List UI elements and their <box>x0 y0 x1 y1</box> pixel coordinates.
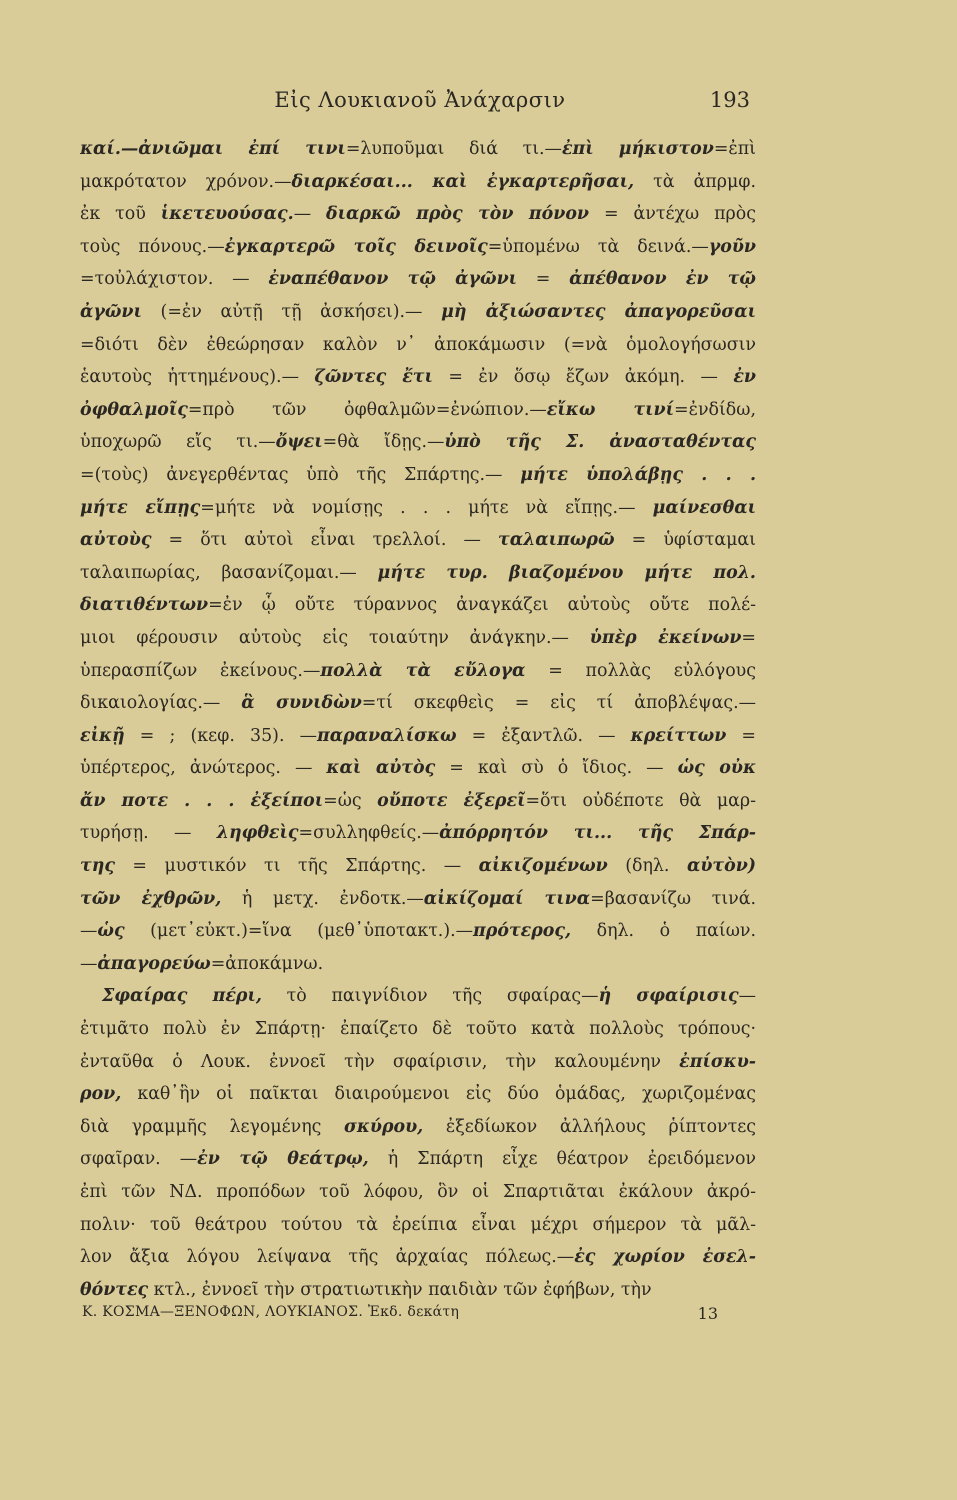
page-number: 193 <box>709 88 750 112</box>
lemma-term: μαίνεσθαι <box>652 497 756 518</box>
gloss-text: ἐκ τοῦ <box>80 204 161 225</box>
gloss-text: = καὶ σὺ ὁ ἴδιος. — <box>435 758 678 779</box>
lemma-term: ὀφθαλμοῖς <box>80 399 188 420</box>
text-line <box>80 1143 756 1176</box>
text-line <box>80 459 756 492</box>
running-title: Εἰς Λουκιανοῦ Ἀνάχαρσιν <box>274 88 566 112</box>
text-line <box>80 589 756 622</box>
lemma-term: ὡς <box>97 921 125 942</box>
lemma-term: θόντες <box>80 1279 149 1300</box>
lemma-term: αἰκιζομένων <box>478 856 608 877</box>
text-line <box>80 198 756 231</box>
lemma-term: πολλὰ τὰ εὔλογα <box>320 660 526 681</box>
gloss-text: κτλ., ἐννοεῖ τὴν στρατιωτικὴν παιδιὰν τῶν ἐφήβων, τὴν <box>148 1279 652 1300</box>
lemma-term: Σφαίρας πέρι, <box>102 986 262 1007</box>
lemma-term: ἀγῶνι <box>80 301 142 322</box>
gloss-text: τὰ ἀπρμφ. <box>634 171 756 192</box>
gloss-text: =τοὐλάχιστον. — <box>80 269 269 290</box>
gloss-text: τυρήσῃ. — <box>80 823 217 844</box>
gloss-text: = <box>741 627 756 648</box>
lemma-term: ἐς χωρίον ἐσελ- <box>574 1247 756 1268</box>
gloss-text: — <box>80 953 98 974</box>
lemma-term: ἀπαγορεύω <box>97 953 211 974</box>
text-line <box>80 426 756 459</box>
text-line <box>80 361 756 394</box>
gloss-text: = ἐξαντλῶ. — <box>456 725 631 746</box>
gloss-text: δηλ. ὁ παίων. <box>571 921 756 942</box>
lemma-term: αἰκίζομαί τινα <box>423 888 591 909</box>
gloss-text: ἐνταῦθα ὁ Λουκ. ἐννοεῖ τὴν σφαίρισιν, τὴν καλουμένην <box>80 1051 680 1072</box>
lemma-term: ἱκετευούσας. <box>160 204 294 225</box>
text-line <box>80 166 756 199</box>
gloss-text: = ἀντέχω πρὸς <box>589 204 756 225</box>
lemma-term: ὡς οὐκ <box>677 758 756 779</box>
lemma-term: διαρκέσαι... καὶ ἐγκαρτερῆσαι, <box>291 171 635 192</box>
gloss-text: τοὺς πόνους.— <box>80 236 225 257</box>
gloss-text: λον ἄξια λόγου λείψανα τῆς ἀρχαίας πόλεως.— <box>80 1247 575 1268</box>
gloss-text: ταλαιπωρίας, βασανίζομαι.— <box>80 562 378 583</box>
text-line <box>80 296 756 329</box>
lemma-term: ἐναπέθανον τῷ ἀγῶνι <box>268 269 518 290</box>
text-line <box>80 329 756 362</box>
gloss-text: — <box>293 204 327 225</box>
lemma-term: ἐν <box>733 367 756 388</box>
gloss-text: ἐπὶ τῶν ΝΔ. προπόδων τοῦ λόφου, ὃν οἱ Σπαρτιᾶται ἐκάλουν ἀκρό- <box>80 1182 756 1202</box>
lemma-term: της <box>80 856 115 877</box>
gloss-text: = ; (κεφ. 35). — <box>124 725 317 746</box>
text-line <box>80 817 756 850</box>
gloss-text: =ἐπὶ <box>713 139 756 159</box>
lemma-term: καί.—ἀνιῶμαι ἐπί τινι <box>80 139 346 159</box>
lemma-term: ἡ σφαίρισις <box>598 986 739 1007</box>
lemma-term: ἐγκαρτερῶ τοῖς δεινοῖς <box>224 236 488 257</box>
gloss-text: =μήτε νὰ νομίσῃς . . . μήτε νὰ εἴπῃς.— <box>200 497 653 518</box>
lemma-term: ἐπίσκυ- <box>679 1051 756 1072</box>
lemma-term: αὐτὸν) <box>686 856 756 877</box>
gloss-text: =ἐνδίδω, <box>674 399 756 420</box>
text-line <box>80 231 756 264</box>
lemma-term: αὐτοὺς <box>80 530 152 551</box>
gloss-text: = ἐν ὅσῳ ἔζων ἀκόμη. — <box>432 367 734 388</box>
lemma-term: παραναλίσκω <box>317 725 457 746</box>
text-line <box>80 752 756 785</box>
gloss-text: ὑποχωρῶ εἴς τι.— <box>80 432 276 453</box>
gloss-text: ὑπερασπίζων ἐκείνους.— <box>80 660 321 681</box>
text-line <box>80 1176 756 1209</box>
text-line <box>80 948 756 981</box>
signature-line: Κ. ΚΟΣΜΑ—ΞΕΝΟΦΩΝ, ΛΟΥΚΙΑΝΟΣ. Ἐκδ. δεκάτη <box>82 1304 460 1320</box>
gloss-text: =τί σκεφθεὶς = εἰς τί ἀποβλέψας.— <box>361 693 756 714</box>
text-line <box>80 785 756 818</box>
lemma-term: διαρκῶ πρὸς τὸν πόνον <box>326 204 589 225</box>
printer-signature <box>82 1304 718 1332</box>
lemma-term: κρείττων <box>630 725 727 746</box>
lemma-term: μήτε ὑπολάβῃς . . . <box>520 464 756 485</box>
gloss-text: = πολλὰς εὐλόγους <box>525 660 756 681</box>
gloss-text: τὸ παιγνίδιον τῆς σφαίρας— <box>261 986 599 1007</box>
lemma-term: εἴκω τινί <box>546 399 675 420</box>
gloss-text: =ὡς <box>323 790 378 811</box>
lemma-term: εἰκῇ <box>80 725 125 746</box>
text-line <box>80 655 756 688</box>
gloss-text: = ὅτι αὐτοὶ εἶναι τρελλοί. — <box>151 530 499 551</box>
gloss-text: (δηλ. <box>607 856 687 877</box>
lemma-term: ὄψει <box>275 432 323 453</box>
gloss-text: =(τοὺς) ἀνεγερθέντας ὑπὸ τῆς Σπάρτης.— <box>80 464 521 485</box>
text-line <box>80 263 756 296</box>
text-line <box>80 1013 756 1046</box>
text-line <box>80 394 756 427</box>
lemma-term: ὑπὲρ ἐκείνων <box>589 627 742 648</box>
text-line <box>80 622 756 655</box>
text-line <box>80 850 756 883</box>
text-line <box>80 524 756 557</box>
lemma-term: ρον, <box>80 1084 122 1105</box>
lemma-term: ἀπέθανον ἐν τῷ <box>569 269 756 290</box>
gloss-text: ἐξεδίωκον ἀλλήλους ῥίπτοντες <box>423 1116 756 1137</box>
gloss-text: καθ᾿ἣν οἱ παῖκται διαιρούμενοι εἰς δύο ὁμάδας, χωριζομένας <box>121 1084 756 1105</box>
lemma-term: ἐπὶ μήκιστον <box>561 139 714 159</box>
text-line <box>80 980 756 1013</box>
signature-number: 13 <box>697 1304 718 1323</box>
gloss-text: σφαῖραν. — <box>80 1149 198 1170</box>
gloss-text: διὰ γραμμῆς λεγομένης <box>80 1116 345 1137</box>
text-line <box>80 1111 756 1144</box>
gloss-text: ὑπέρτερος, ἀνώτερος. — <box>80 758 327 779</box>
text-line <box>80 1274 756 1307</box>
running-head <box>80 88 760 122</box>
gloss-text: =συλληφθείς.— <box>298 823 440 844</box>
text-line <box>80 557 756 590</box>
lemma-term: πρότερος, <box>473 921 572 942</box>
lemma-term: ἃ συνιδὼν <box>241 693 362 714</box>
lemma-term: τῶν ἐχθρῶν, <box>80 888 222 909</box>
text-line <box>80 133 756 166</box>
text-line <box>80 883 756 916</box>
text-line <box>80 1046 756 1079</box>
gloss-text: = <box>726 725 756 746</box>
lemma-term: ζῶντες ἔτι <box>314 367 433 388</box>
gloss-text: =πρὸ τῶν ὀφθαλμῶν=ἐνώπιον.— <box>187 399 547 420</box>
commentary-text <box>80 133 756 1306</box>
lemma-term: ληφθεὶς <box>216 823 299 844</box>
lemma-term: σκύρου, <box>344 1116 424 1137</box>
lemma-term: μήτε εἴπῃς <box>80 497 201 518</box>
gloss-text: =λυποῦμαι διά τι.— <box>345 139 562 159</box>
gloss-text: ἐτιμᾶτο πολὺ ἐν Σπάρτῃ· ἐπαίζετο δὲ τοῦτο κατὰ πολλοὺς τρόπους· <box>80 1019 756 1040</box>
gloss-text: =βασανίζω τινά. <box>590 888 756 909</box>
lemma-term: ὑπὸ τῆς Σ. ἀνασταθέντας <box>444 432 756 453</box>
gloss-text: =διότι δὲν ἐθεώρησαν καλὸν ν᾿ ἀποκάμωσιν (=νὰ ὁμολογήσωσιν <box>80 334 756 355</box>
lemma-term: ταλαιπωρῶ <box>498 530 615 551</box>
text-line <box>80 915 756 948</box>
gloss-text: ἑαυτοὺς ἡττημένους).— <box>80 367 315 388</box>
gloss-text: μιοι φέρουσιν αὐτοὺς εἰς τοιαύτην ἀνάγκην.— <box>80 627 590 648</box>
text-line <box>80 1209 756 1242</box>
gloss-text: =ὑπομένω τὰ δεινά.— <box>487 236 709 257</box>
text-line <box>80 720 756 753</box>
gloss-text: — <box>738 986 756 1007</box>
lemma-term: γοῦν <box>708 236 756 257</box>
gloss-text: (=ἐν αὐτῇ τῇ ἀσκήσει).— <box>141 301 442 322</box>
gloss-text: =ἀποκάμνω. <box>210 953 324 974</box>
gloss-text: = μυστικόν τι τῆς Σπάρτης. — <box>114 856 479 877</box>
lemma-term: διατιθέντων <box>80 595 209 616</box>
text-line <box>80 1241 756 1274</box>
gloss-text: =ὅτι οὐδέποτε θὰ μαρ- <box>525 790 756 811</box>
gloss-text: — <box>80 921 98 942</box>
lemma-term: μὴ ἀξιώσαντες ἀπαγορεῦσαι <box>441 301 756 322</box>
text-line <box>80 492 756 525</box>
text-line <box>80 687 756 720</box>
lemma-term: ἀπόρρητόν τι... τῆς Σπάρ- <box>439 823 756 844</box>
gloss-text: (μετ᾿εὐκτ.)=ἵνα (μεθ᾿ὑποτακτ.).— <box>124 921 474 942</box>
lemma-term: ἐν τῷ θεάτρῳ, <box>197 1149 369 1170</box>
gloss-text: ἡ μετχ. ἐνδοτκ.— <box>221 888 424 909</box>
gloss-text: =θὰ ἴδῃς.— <box>322 432 445 453</box>
lemma-term: οὔποτε ἐξερεῖ <box>377 790 526 811</box>
gloss-text: ἡ Σπάρτη εἶχε θέατρον ἐρειδόμενον <box>368 1149 756 1170</box>
lemma-term: ἄν ποτε . . . ἐξείποι <box>80 790 324 811</box>
gloss-text: πολιν· τοῦ θεάτρου τούτου τὰ ἐρείπια εἶναι μέχρι σήμερον τὰ μᾶλ- <box>80 1214 756 1235</box>
gloss-text: = ὑφίσταμαι <box>614 530 756 551</box>
lemma-term: καὶ αὐτὸς <box>326 758 436 779</box>
lemma-term: μήτε τυρ. βιαζομένου μήτε πολ. <box>377 562 756 583</box>
gloss-text: μακρότατον χρόνον.— <box>80 171 292 192</box>
gloss-text: δικαιολογίας.— <box>80 693 242 714</box>
text-line <box>80 1078 756 1111</box>
gloss-text: = <box>517 269 570 290</box>
gloss-text: =ἐν ᾧ οὔτε τύραννος ἀναγκάζει αὐτοὺς οὔτε πολέ- <box>208 595 756 616</box>
